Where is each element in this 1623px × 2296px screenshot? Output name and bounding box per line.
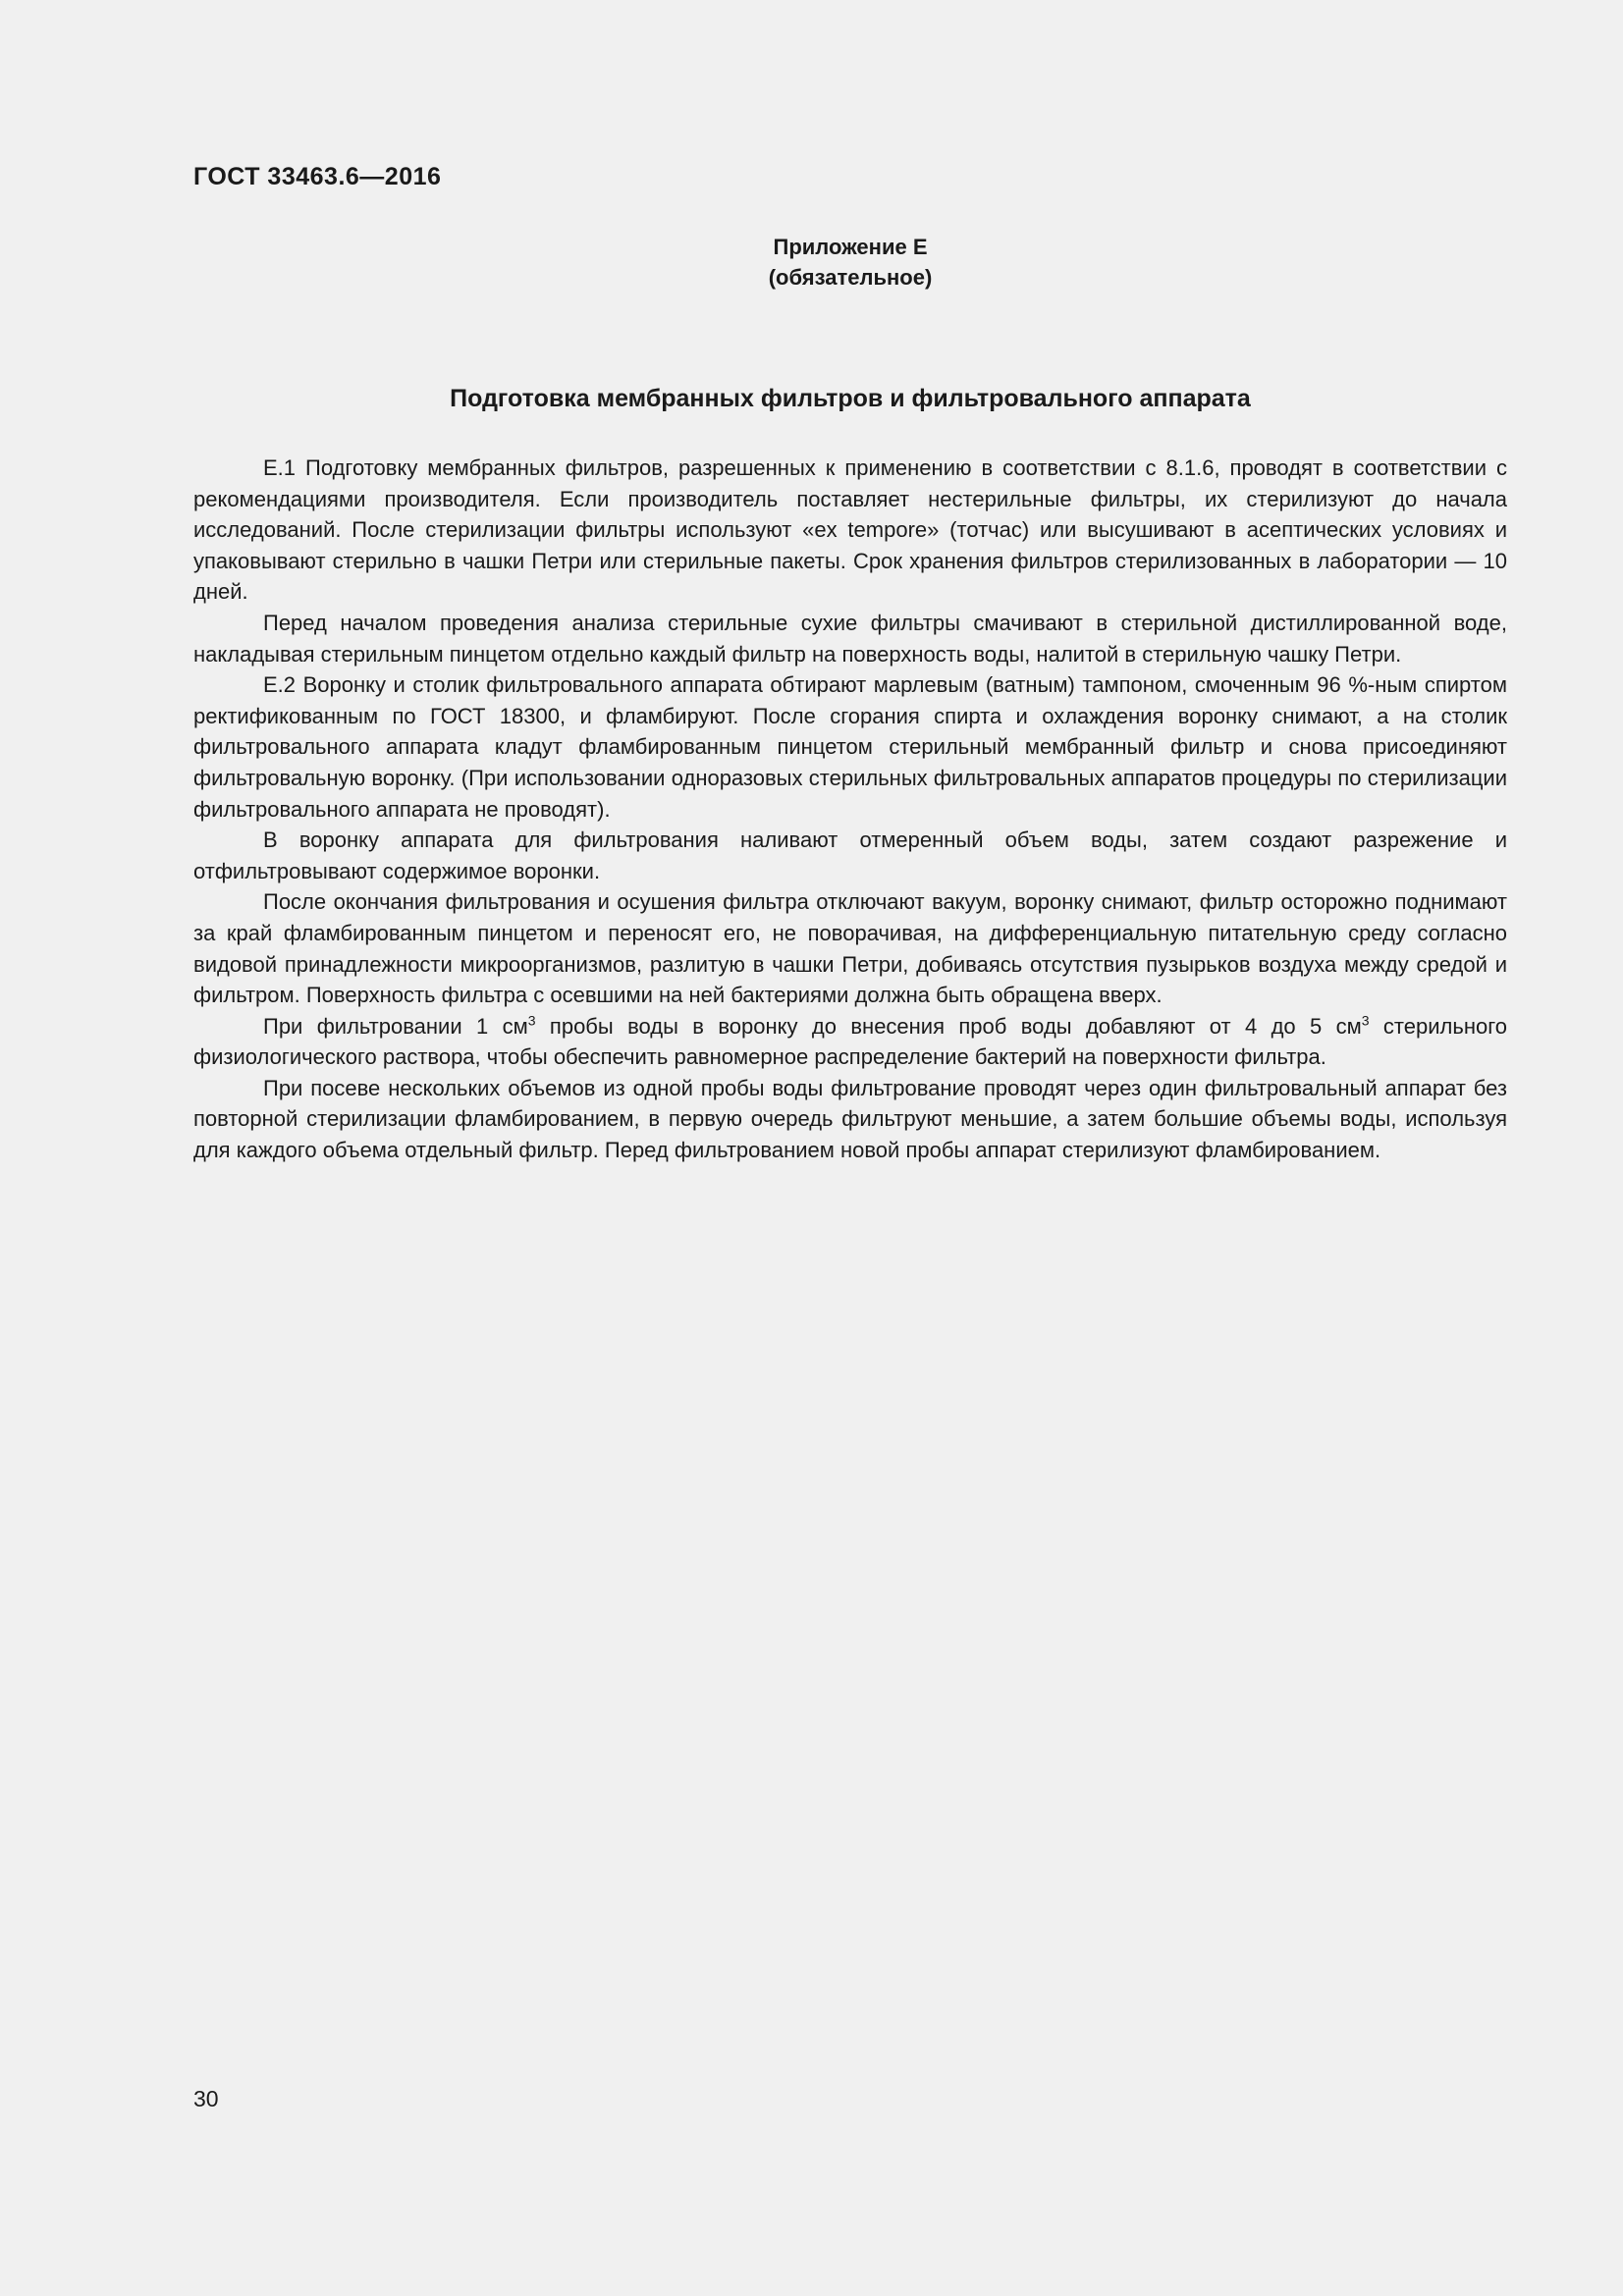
appendix-title: Приложение Е xyxy=(773,235,928,259)
document-code: ГОСТ 33463.6—2016 xyxy=(193,163,442,190)
paragraph-text: При фильтровании 1 см xyxy=(263,1013,528,1039)
appendix-heading xyxy=(193,232,1507,293)
appendix-status: (обязательное) xyxy=(768,265,933,290)
paragraph-e2-transfer: После окончания фильтрования и осушения фильтра отключают вакуум, воронку снимают, фильтр осторожно поднимают за край фламбированным пинцетом и переносят его, не поворачивая, на дифференциальную питательную среду согласно видовой принадлежности микроорганизмов, разлитую в чашки Петри, добиваясь отсутствия пузырьков воздуха между средой и фильтром. Поверхность фильтра с осевшими на ней бактериями должна быть обращена вверх. xyxy=(193,889,1507,1008)
section-title: Подготовка мембранных фильтров и фильтровального аппарата xyxy=(450,385,1251,412)
paragraph-text: пробы воды в воронку до внесения проб воды добавляют от 4 до 5 см xyxy=(535,1013,1362,1039)
body-text xyxy=(193,453,1507,1166)
paragraph-e2-volume xyxy=(193,1011,1507,1073)
paragraph-e1-wetting: Перед началом проведения анализа стерильные сухие фильтры смачивают в стерильной дистиллированной воде, накладывая стерильным пинцетом отдельно каждый фильтр на поверхность воды, налитой в стерильную чашку Петри. xyxy=(193,610,1507,667)
paragraph-text: стерильного физиологического раствора, чтобы обеспечить равномерное распределение бактерий на поверхности фильтра. xyxy=(193,1013,1507,1070)
paragraph-e1: Е.1 Подготовку мембранных фильтров, разрешенных к применению в соответствии с 8.1.6, проводят в соответствии с рекомендациями производителя. Если производитель поставляет нестерильные фильтры, их стерилизуют до начала исследований. После стерилизации фильтры используют «ex tempore» (тотчас) или высушивают в асептических условиях и упаковывают стерильно в чашки Петри или стерильные пакеты. Срок хранения фильтров стерилизованных в лаборатории — 10 дней. xyxy=(193,455,1507,605)
superscript: 3 xyxy=(1361,1012,1370,1029)
page-number: 30 xyxy=(193,2086,219,2111)
paragraph-e2-multiple: При посеве нескольких объемов из одной пробы воды фильтрование проводят через один фильтровальный аппарат без повторной стерилизации фламбированием, в первую очередь фильтруют меньшие, а затем большие объемы воды, используя для каждого объема отдельный фильтр. Перед фильтрованием новой пробы аппарат стерилизуют фламбированием. xyxy=(193,1075,1507,1163)
paragraph-e2: Е.2 Воронку и столик фильтровального аппарата обтирают марлевым (ватным) тампоном, смоченным 96 %-ным спиртом ректификованным по ГОСТ 18300, и фламбируют. После сгорания спирта и охлаждения воронку снимают, а на столик фильтровального аппарата кладут фламбированным пинцетом стерильный мембранный фильтр и снова присоединяют фильтровальную воронку. (При использовании одноразовых стерильных фильтровальных аппаратов процедуры по стерилизации фильтровального аппарата не проводят). xyxy=(193,672,1507,822)
paragraph-e2-filtering: В воронку аппарата для фильтрования наливают отмеренный объем воды, затем создают разрежение и отфильтровывают содержимое воронки. xyxy=(193,828,1507,883)
superscript: 3 xyxy=(527,1012,536,1029)
